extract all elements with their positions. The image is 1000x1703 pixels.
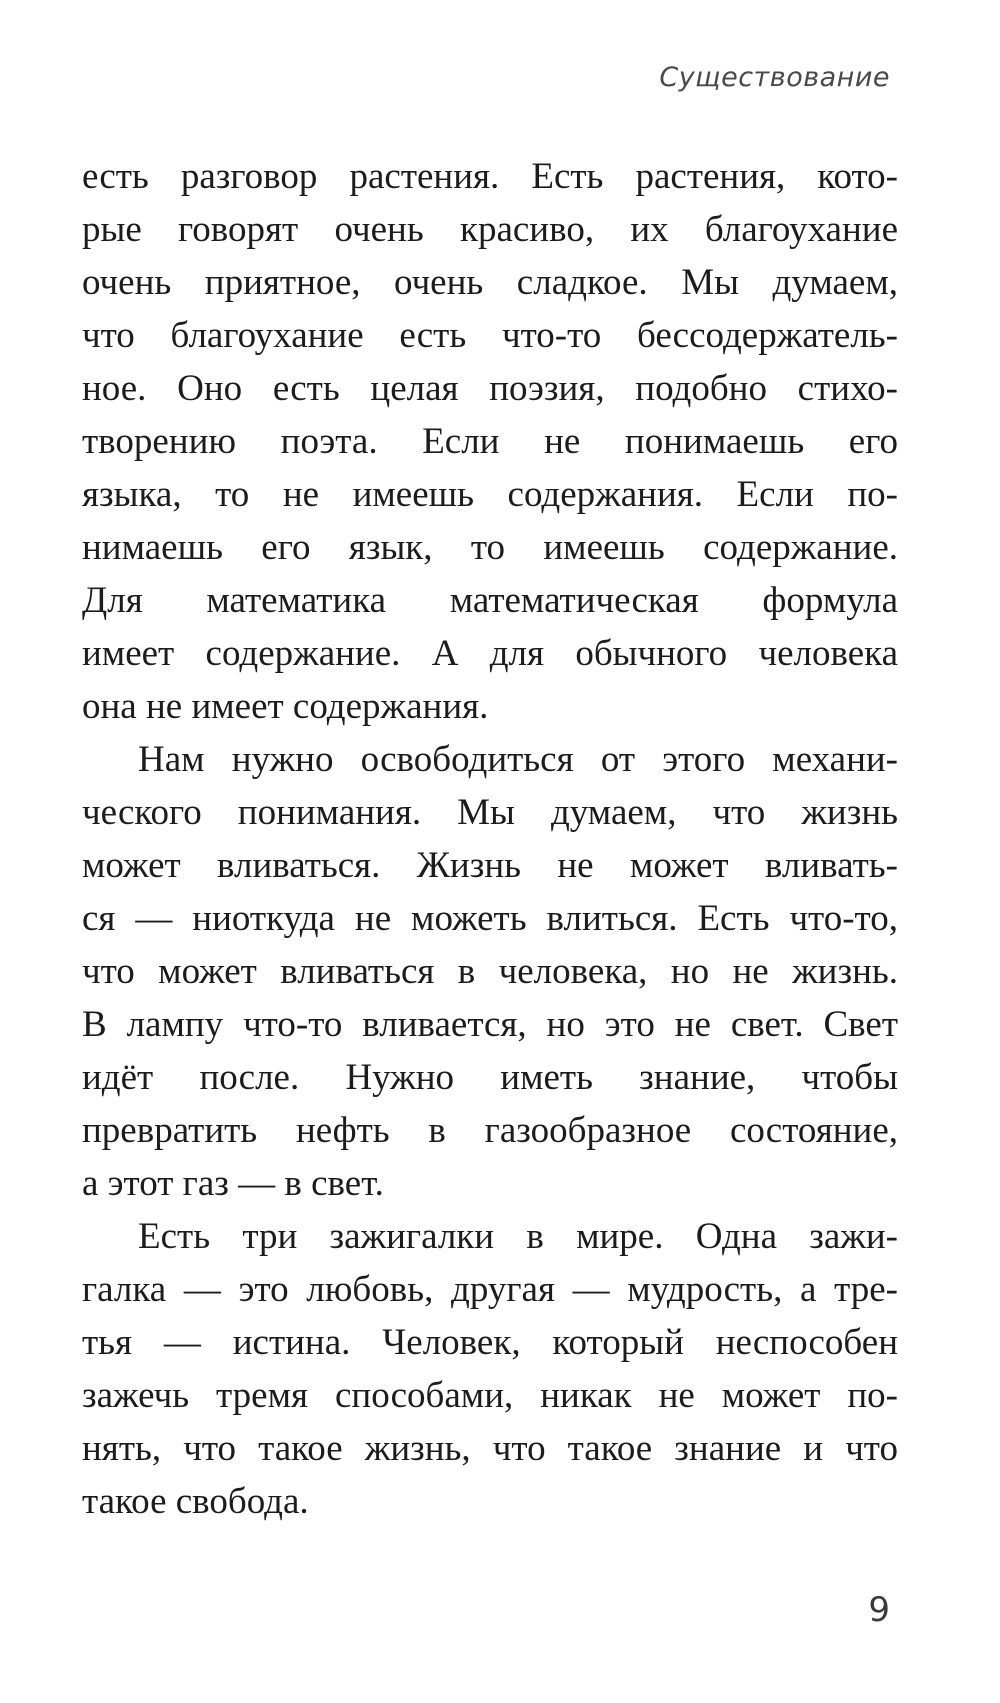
paragraph [82,733,898,1210]
body-text [82,150,898,1528]
text-line: ся — ниоткуда не можеть влиться. Есть что-то, [82,898,898,939]
text-line: а этот газ — в свет. [82,1163,384,1204]
text-line: есть разговор растения. Есть растения, кото- [82,156,898,197]
text-line: Есть три зажигалки в мире. Одна зажи- [138,1216,898,1257]
page-number: 9 [868,1590,890,1630]
text-line: тья — истина. Человек, который неспособен [82,1322,898,1363]
text-line: зажечь тремя способами, никак не может по- [82,1375,898,1416]
text-line: творению поэта. Если не понимаешь его [82,421,898,462]
text-line: такое свобода. [82,1481,309,1522]
text-line: языка, то не имеешь содержания. Если по- [82,474,898,515]
text-line: превратить нефть в газообразное состояние, [82,1110,898,1151]
text-line: может вливаться. Жизнь не может вливать- [82,845,898,886]
text-line: Для математика математическая формула [82,580,898,621]
text-line: нять, что такое жизнь, что такое знание и что [82,1428,898,1469]
text-line: рые говорят очень красиво, их благоухание [82,209,898,250]
text-line: В лампу что-то вливается, но это не свет. Свет [82,1004,898,1045]
text-line: что может вливаться в человека, но не жизнь. [82,951,898,992]
text-line: ческого понимания. Мы думаем, что жизнь [82,792,898,833]
text-line: ное. Оно есть целая поэзия, подобно стихо- [82,368,898,409]
text-line: галка — это любовь, другая — мудрость, а тре- [82,1269,898,1310]
text-line: Нам нужно освободиться от этого механи- [138,739,898,780]
text-line: очень приятное, очень сладкое. Мы думаем, [82,262,898,303]
text-line: идёт после. Нужно иметь знание, чтобы [82,1057,898,1098]
text-line: что благоухание есть что-то бессодержатель- [82,315,898,356]
paragraph [82,150,898,733]
text-line: она не имеет содержания. [82,686,489,727]
paragraph [82,1210,898,1528]
running-header: Существование [659,62,890,93]
text-line: нимаешь его язык, то имеешь содержание. [82,527,898,568]
text-line: имеет содержание. А для обычного человека [82,633,898,674]
